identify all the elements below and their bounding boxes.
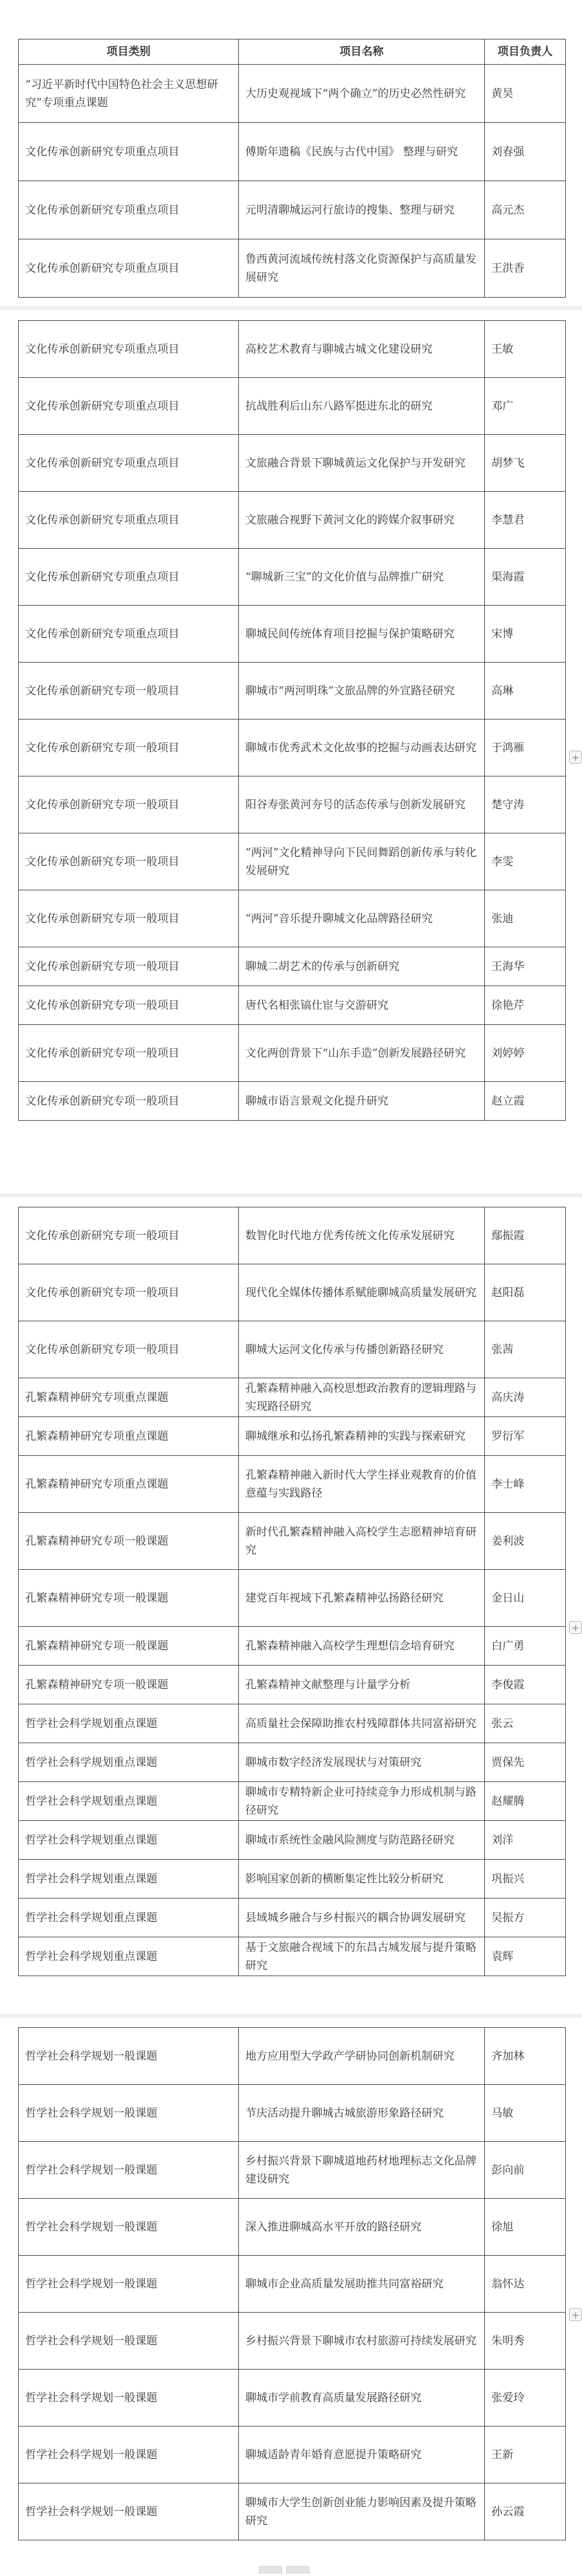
project-name-cell: 聊城市大学生创新创业能力影响因素及提升策略研究 (239, 2483, 485, 2540)
project-category-cell: 哲学社会科学规划重点课题 (19, 1704, 239, 1743)
project-name-cell: 聊城市优秀武术文化故事的挖掘与动画表达研究 (239, 720, 485, 776)
table-row (19, 2028, 566, 2085)
table-row (19, 2085, 566, 2142)
table-row (19, 1082, 566, 1121)
project-leader-cell: 张茜 (485, 1321, 566, 1378)
project-category-cell: 孔繁森精神研究专项重点课题 (19, 1378, 239, 1417)
project-category-cell: 哲学社会科学规划重点课题 (19, 1782, 239, 1821)
table-row (19, 1264, 566, 1321)
project-leader-cell: 邓广 (485, 378, 566, 435)
project-leader-cell: 罗衍军 (485, 1417, 566, 1456)
table-row (19, 1743, 566, 1782)
project-leader-cell: 王敏 (485, 321, 566, 378)
project-leader-cell: 赵耀腾 (485, 1782, 566, 1821)
project-name-cell: 傅斯年遗稿《民族与古代中国》 整理与研究 (239, 123, 485, 181)
project-category-cell: 孔繁森精神研究专项一般课题 (19, 1513, 239, 1570)
project-category-cell: 文化传承创新研究专项重点项目 (19, 492, 239, 549)
table-row (19, 1207, 566, 1264)
project-leader-cell: 高庆涛 (485, 1378, 566, 1417)
table-row (19, 2199, 566, 2256)
page-divider (0, 2014, 582, 2018)
table-row (19, 720, 566, 776)
page-scroll-indicator (259, 2564, 324, 2571)
project-category-cell: 文化传承创新研究专项一般项目 (19, 1321, 239, 1378)
project-name-cell: 高质量社会保障助推农村残障群体共同富裕研究 (239, 1704, 485, 1743)
table-row (19, 2483, 566, 2540)
project-name-cell: 聊城民间传统体育项目挖掘与保护策略研究 (239, 606, 485, 663)
project-category-cell: “习近平新时代中国特色社会主义思想研究”专项重点课题 (19, 65, 239, 123)
project-name-cell: 乡村振兴背景下聊城市农村旅游可持续发展研究 (239, 2313, 485, 2370)
project-leader-cell: 鄢振霞 (485, 1207, 566, 1264)
table-row (19, 2256, 566, 2313)
table-row (19, 378, 566, 435)
header-project-name: 项目名称 (239, 39, 485, 65)
project-name-cell: 孔繁森精神融入高校学生理想信念培育研究 (239, 1627, 485, 1666)
project-name-cell: 唐代名相张镐仕宦与交游研究 (239, 986, 485, 1025)
project-category-cell: 哲学社会科学规划一般课题 (19, 2142, 239, 2199)
section-4 (18, 2027, 565, 2540)
project-category-cell: 哲学社会科学规划一般课题 (19, 2256, 239, 2313)
project-name-cell: 影响国家创新的横断集定性比较分析研究 (239, 1860, 485, 1899)
project-category-cell: 文化传承创新研究专项一般项目 (19, 1207, 239, 1264)
project-leader-cell: 白广勇 (485, 1627, 566, 1666)
project-leader-cell: 巩振兴 (485, 1860, 566, 1899)
project-leader-cell: 王洪香 (485, 239, 566, 298)
project-leader-cell: 李俊霞 (485, 1666, 566, 1704)
page-divider (0, 306, 582, 310)
project-leader-cell: 张爱玲 (485, 2370, 566, 2427)
table-row (19, 1704, 566, 1743)
project-name-cell: 深入推进聊城高水平开放的路径研究 (239, 2199, 485, 2256)
table-row (19, 1899, 566, 1937)
table-row (19, 2313, 566, 2370)
table-row (19, 1456, 566, 1513)
section-1 (18, 39, 565, 298)
page-divider (0, 1193, 582, 1197)
table-row (19, 1025, 566, 1082)
project-name-cell: “聊城新三宝”的文化价值与品牌推广研究 (239, 549, 485, 606)
project-name-cell: 孔繁森精神融入高校思想政治教育的逻辑理路与实现路径研究 (239, 1378, 485, 1417)
table-row (19, 606, 566, 663)
project-name-cell: 鲁西黄河流域传统村落文化资源保护与高质量发展研究 (239, 239, 485, 298)
table-row (19, 1378, 566, 1417)
project-category-cell: 文化传承创新研究专项重点项目 (19, 435, 239, 492)
project-name-cell: 阳谷寿张黄河夯号的活态传承与创新发展研究 (239, 776, 485, 833)
project-name-cell: 大历史观视域下“两个确立”的历史必然性研究 (239, 65, 485, 123)
project-name-cell: 聊城大运河文化传承与传播创新路径研究 (239, 1321, 485, 1378)
project-leader-cell: 王海华 (485, 947, 566, 986)
table-row (19, 1937, 566, 1976)
project-name-cell: 数智化时代地方优秀传统文化传承发展研究 (239, 1207, 485, 1264)
section-3 (18, 1207, 565, 1976)
table-row (19, 435, 566, 492)
project-leader-cell: 刘春强 (485, 123, 566, 181)
project-name-cell: 文旅融合视野下黄河文化的跨媒介叙事研究 (239, 492, 485, 549)
project-category-cell: 文化传承创新研究专项一般项目 (19, 833, 239, 890)
table-row (19, 2427, 566, 2483)
table-row (19, 986, 566, 1025)
table-row (19, 947, 566, 986)
project-name-cell: 基于文旅融合视域下的东昌古城发展与提升策略研究 (239, 1937, 485, 1976)
project-category-cell: 哲学社会科学规划一般课题 (19, 2370, 239, 2427)
project-category-cell: 文化传承创新研究专项重点项目 (19, 123, 239, 181)
project-leader-cell: 赵立霞 (485, 1082, 566, 1121)
project-category-cell: 孔繁森精神研究专项一般课题 (19, 1666, 239, 1704)
project-name-cell: 现代化全媒体传播体系赋能聊城高质量发展研究 (239, 1264, 485, 1321)
project-name-cell: “两河”音乐提升聊城文化品牌路径研究 (239, 890, 485, 947)
project-category-cell: 孔繁森精神研究专项一般课题 (19, 1627, 239, 1666)
project-category-cell: 文化传承创新研究专项一般项目 (19, 663, 239, 720)
table-row (19, 2370, 566, 2427)
project-category-cell: 哲学社会科学规划一般课题 (19, 2199, 239, 2256)
project-leader-cell: 翁怀达 (485, 2256, 566, 2313)
table-row (19, 2142, 566, 2199)
project-leader-cell: 朱明秀 (485, 2313, 566, 2370)
project-leader-cell: 吴振方 (485, 1899, 566, 1937)
project-leader-cell: 贾保先 (485, 1743, 566, 1782)
project-name-cell: 聊城二胡艺术的传承与创新研究 (239, 947, 485, 986)
project-category-cell: 文化传承创新研究专项一般项目 (19, 947, 239, 986)
scroll-segment (259, 2566, 282, 2573)
project-leader-cell: 李雯 (485, 833, 566, 890)
project-table (18, 320, 566, 1121)
project-leader-cell: 渠海霞 (485, 549, 566, 606)
project-leader-cell: 孙云霞 (485, 2483, 566, 2540)
table-row (19, 1513, 566, 1570)
project-leader-cell: 王新 (485, 2427, 566, 2483)
table-row (19, 492, 566, 549)
project-leader-cell: 李士峰 (485, 1456, 566, 1513)
header-leader: 项目负责人 (485, 39, 566, 65)
project-leader-cell: 高琳 (485, 663, 566, 720)
expand-plus-icon[interactable]: + (569, 1621, 582, 1634)
project-leader-cell: 赵阳磊 (485, 1264, 566, 1321)
scroll-segment (286, 2566, 309, 2573)
project-category-cell: 文化传承创新研究专项一般项目 (19, 1264, 239, 1321)
section-2 (18, 320, 565, 1121)
project-category-cell: 孔繁森精神研究专项重点课题 (19, 1417, 239, 1456)
project-leader-cell: 刘洋 (485, 1821, 566, 1860)
project-category-cell: 哲学社会科学规划一般课题 (19, 2483, 239, 2540)
table-row (19, 1782, 566, 1821)
project-category-cell: 文化传承创新研究专项重点项目 (19, 321, 239, 378)
project-name-cell: 建党百年视域下孔繁森精神弘扬路径研究 (239, 1570, 485, 1627)
table-row (19, 1666, 566, 1704)
table-row (19, 1417, 566, 1456)
project-leader-cell: 胡梦飞 (485, 435, 566, 492)
project-category-cell: 哲学社会科学规划重点课题 (19, 1937, 239, 1976)
project-category-cell: 哲学社会科学规划重点课题 (19, 1899, 239, 1937)
table-row (19, 1821, 566, 1860)
project-leader-cell: 黄昊 (485, 65, 566, 123)
project-category-cell: 文化传承创新研究专项重点项目 (19, 239, 239, 298)
project-leader-cell: 徐艳芹 (485, 986, 566, 1025)
project-name-cell: 地方应用型大学政产学研协同创新机制研究 (239, 2028, 485, 2085)
project-leader-cell: 宋博 (485, 606, 566, 663)
table-row (19, 321, 566, 378)
project-table (18, 2027, 566, 2540)
header-row (19, 39, 566, 65)
project-category-cell: 哲学社会科学规划一般课题 (19, 2313, 239, 2370)
table-row (19, 239, 566, 298)
project-category-cell: 文化传承创新研究专项一般项目 (19, 986, 239, 1025)
project-category-cell: 文化传承创新研究专项一般项目 (19, 890, 239, 947)
table-row (19, 181, 566, 239)
project-name-cell: 聊城市学前教育高质量发展路径研究 (239, 2370, 485, 2427)
project-name-cell: 孔繁森精神文献整理与计量学分析 (239, 1666, 485, 1704)
project-leader-cell: 金日山 (485, 1570, 566, 1627)
project-category-cell: 文化传承创新研究专项一般项目 (19, 776, 239, 833)
project-name-cell: 聊城继承和弘扬孔繁森精神的实践与探索研究 (239, 1417, 485, 1456)
project-category-cell: 文化传承创新研究专项一般项目 (19, 720, 239, 776)
table-row (19, 1321, 566, 1378)
project-category-cell: 文化传承创新研究专项重点项目 (19, 378, 239, 435)
table-row (19, 549, 566, 606)
project-name-cell: 聊城市数字经济发展现状与对策研究 (239, 1743, 485, 1782)
project-name-cell: 元明清聊城运河行旅诗的搜集、整理与研究 (239, 181, 485, 239)
project-category-cell: 哲学社会科学规划一般课题 (19, 2028, 239, 2085)
table-row (19, 65, 566, 123)
project-category-cell: 哲学社会科学规划重点课题 (19, 1821, 239, 1860)
project-name-cell: “两河”文化精神导向下民间舞蹈创新传承与转化发展研究 (239, 833, 485, 890)
project-name-cell: 孔繁森精神融入新时代大学生择业观教育的价值意蕴与实践路径 (239, 1456, 485, 1513)
table-row (19, 663, 566, 720)
project-leader-cell: 张迪 (485, 890, 566, 947)
table-row (19, 1570, 566, 1627)
project-name-cell: 聊城市企业高质量发展助推共同富裕研究 (239, 2256, 485, 2313)
project-leader-cell: 李慧君 (485, 492, 566, 549)
project-name-cell: 高校艺术教育与聊城古城文化建设研究 (239, 321, 485, 378)
project-leader-cell: 于鸿雁 (485, 720, 566, 776)
project-name-cell: 抗战胜利后山东八路军挺进东北的研究 (239, 378, 485, 435)
project-name-cell: 聊城市系统性金融风险测度与防范路径研究 (239, 1821, 485, 1860)
project-name-cell: 节庆活动提升聊城古城旅游形象路径研究 (239, 2085, 485, 2142)
expand-plus-icon[interactable]: + (569, 2308, 582, 2321)
project-category-cell: 哲学社会科学规划一般课题 (19, 2085, 239, 2142)
table-row (19, 833, 566, 890)
project-leader-cell: 张云 (485, 1704, 566, 1743)
project-leader-cell: 刘婷婷 (485, 1025, 566, 1082)
project-name-cell: 县域城乡融合与乡村振兴的耦合协调发展研究 (239, 1899, 485, 1937)
expand-plus-icon[interactable]: + (569, 751, 582, 764)
header-category: 项目类别 (19, 39, 239, 65)
project-category-cell: 文化传承创新研究专项重点项目 (19, 549, 239, 606)
project-category-cell: 文化传承创新研究专项一般项目 (19, 1082, 239, 1121)
project-name-cell: 文旅融合背景下聊城黄运文化保护与开发研究 (239, 435, 485, 492)
table-row (19, 776, 566, 833)
project-category-cell: 孔繁森精神研究专项重点课题 (19, 1456, 239, 1513)
project-name-cell: 聊城市专精特新企业可持续竞争力形成机制与路径研究 (239, 1782, 485, 1821)
project-category-cell: 文化传承创新研究专项一般项目 (19, 1025, 239, 1082)
project-category-cell: 孔繁森精神研究专项一般课题 (19, 1570, 239, 1627)
project-leader-cell: 袁辉 (485, 1937, 566, 1976)
project-leader-cell: 楚守涛 (485, 776, 566, 833)
project-name-cell: 聊城适龄青年婚育意愿提升策略研究 (239, 2427, 485, 2483)
project-table (18, 1207, 566, 1976)
project-name-cell: 聊城市语言景观文化提升研究 (239, 1082, 485, 1121)
project-name-cell: 乡村振兴背景下聊城道地药材地理标志文化品牌建设研究 (239, 2142, 485, 2199)
table-row (19, 890, 566, 947)
project-name-cell: 文化两创背景下“山东手造”创新发展路径研究 (239, 1025, 485, 1082)
project-leader-cell: 高元杰 (485, 181, 566, 239)
project-leader-cell: 齐加林 (485, 2028, 566, 2085)
project-category-cell: 哲学社会科学规划一般课题 (19, 2427, 239, 2483)
project-leader-cell: 马敏 (485, 2085, 566, 2142)
project-table (18, 39, 566, 298)
project-category-cell: 哲学社会科学规划重点课题 (19, 1860, 239, 1899)
project-name-cell: 新时代孔繁森精神融入高校学生志愿精神培育研究 (239, 1513, 485, 1570)
table-row (19, 1627, 566, 1666)
project-leader-cell: 姜利波 (485, 1513, 566, 1570)
project-name-cell: 聊城市“两河明珠”文旅品牌的外宣路径研究 (239, 663, 485, 720)
project-leader-cell: 彭向前 (485, 2142, 566, 2199)
table-row (19, 123, 566, 181)
table-row (19, 1860, 566, 1899)
project-category-cell: 文化传承创新研究专项重点项目 (19, 606, 239, 663)
project-category-cell: 哲学社会科学规划重点课题 (19, 1743, 239, 1782)
project-leader-cell: 徐旭 (485, 2199, 566, 2256)
project-category-cell: 文化传承创新研究专项重点项目 (19, 181, 239, 239)
